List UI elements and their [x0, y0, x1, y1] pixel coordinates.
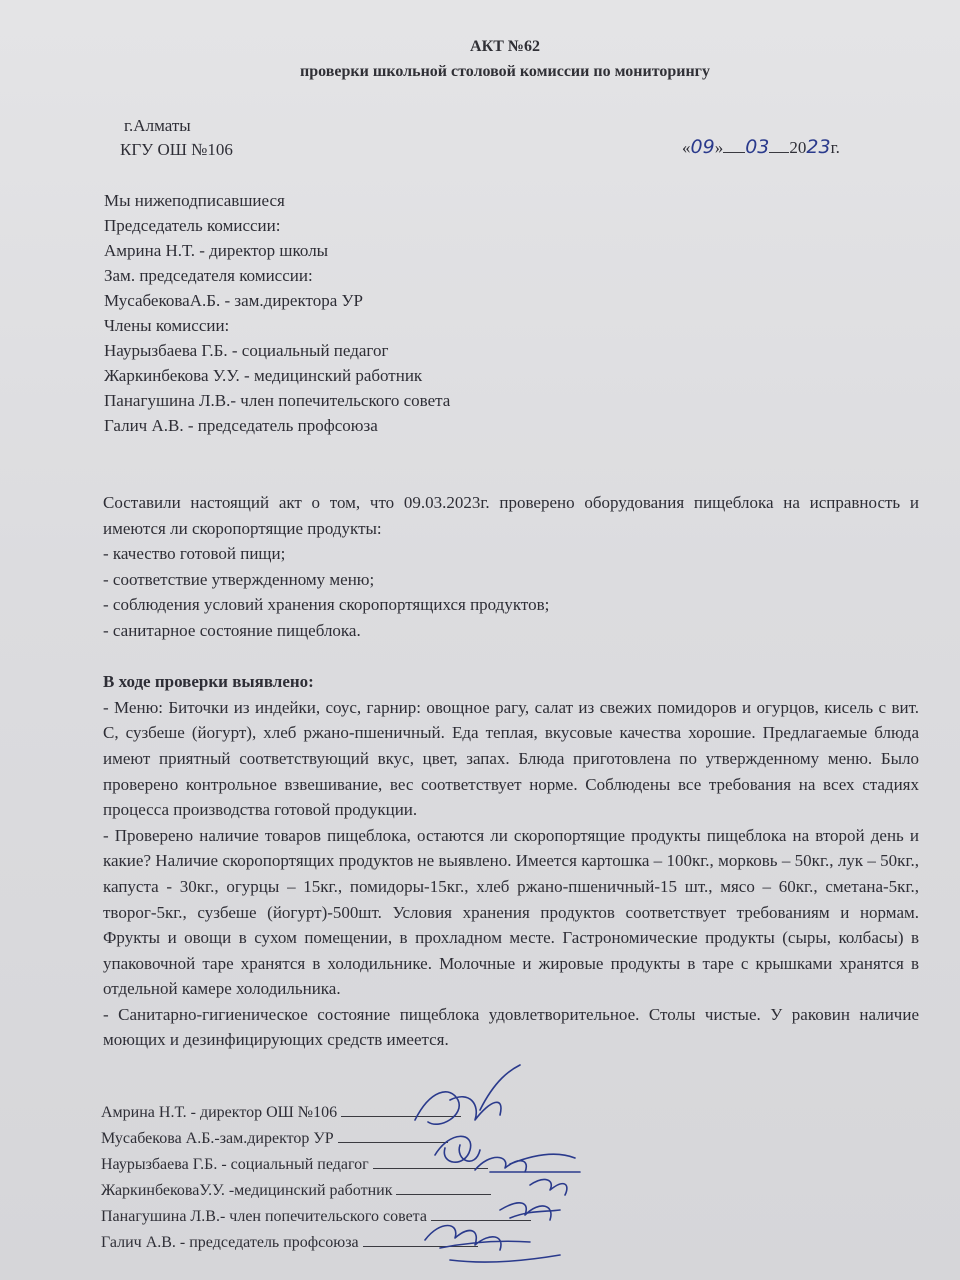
date-year-prefix: 20 [789, 138, 807, 157]
member-item: Галич А.В. - председатель профсоюза [104, 416, 378, 435]
signature-label: Амрина Н.Т. - директор ОШ №106 [101, 1104, 338, 1121]
signature-label: Панагушина Л.В.- член попечительского совета [101, 1208, 427, 1225]
member-item: Панагушина Л.В.- член попечительского совета [104, 391, 451, 410]
chair-label: Председатель комиссии: [104, 216, 281, 235]
signature-amrina [415, 1065, 520, 1124]
body-intro: Составили настоящий акт о том, что 09.03.2023г. проверено оборудования пищеблока на исправность и имеются ли скоропортящие продукты: [103, 493, 919, 538]
members-label: Члены комиссии: [104, 316, 230, 335]
deputy-name: МусабековаА.Б. - зам.директора УР [104, 291, 363, 310]
signature-label: Галич А.В. - председатель профсоюза [101, 1234, 359, 1251]
act-date [682, 136, 840, 158]
finding-paragraph: - Проверено наличие товаров пищеблока, остаются ли скоропортящие продукты пищеблока на второй день и какие? Наличие скоропортящих продуктов не выявлено. Имеется картошка – 100кг., морковь – 50кг., лук – 50кг., капуста - 30кг., огурцы – 15кг., помидоры-15кг., хлеб ржано-пшеничный-15 шт., мясо – 60кг., сметана-5кг., творог-5кг., сузбеше (йогурт)-500шт. Условия хранения продуктов соответствует требованиям и нормам. Фрукты и овощи в сухом помещении, в прохладном месте. Гастрономические продукты (сыры, колбасы) в упаковочной таре хранятся в холодильнике. Молочные и жировые продукты в таре с крышками хранятся в отдельной камере холодильника. [103, 825, 919, 999]
finding-paragraph: - Меню: Биточки из индейки, соус, гарнир: овощное рагу, салат из свежих помидоров и огурцов, кисель с вит. С, сузбеше (йогурт), хлеб ржано-пшеничный. Еда теплая, вкусовые качества хорошие. Предлагаемые блюда имеют приятный соответствующий вкус, цвет, запах. Блюда приготовлена по утвержденному меню. Было проверено контрольное взвешивание, вес соответствует норме. Соблюдены все требования на всех стадиях процесса производства готовой продукции. [103, 697, 919, 820]
signature-musabekova [435, 1136, 480, 1162]
member-item: Жаркинбекова У.У. - медицинский работник [104, 366, 423, 385]
check-item: - соответствие утвержденному меню; [103, 569, 375, 589]
signature-label: Наурызбаева Г.Б. - социальный педагог [101, 1156, 369, 1173]
city: г.Алматы [124, 116, 191, 135]
date-day: 09 [690, 136, 715, 158]
handwritten-signatures [380, 1060, 620, 1275]
date-month: 03 [745, 136, 770, 158]
check-item: - соблюдения условий хранения скоропортящихся продуктов; [103, 595, 550, 615]
signature-label: ЖаркинбековаУ.У. -медицинский работник [101, 1182, 393, 1199]
findings-heading: В ходе проверки выявлено: [103, 672, 314, 692]
check-item: - санитарное состояние пищеблока. [103, 620, 361, 640]
date-year-suffix: 23 [806, 136, 831, 158]
chair-name: Амрина Н.Т. - директор школы [104, 241, 329, 260]
act-title: АКТ №62 [470, 38, 540, 55]
finding-paragraph: - Санитарно-гигиеническое состояние пищеблока удовлетворительное. Столы чистые. У раковин наличие моющих и дезинфицирующих средств имеется. [103, 1004, 919, 1050]
date-end: г. [830, 138, 840, 157]
act-body [103, 490, 919, 1053]
member-item: Наурызбаева Г.Б. - социальный педагог [104, 341, 389, 360]
school-name: КГУ ОШ №106 [120, 140, 233, 159]
check-item: - качество готовой пищи; [103, 544, 286, 564]
intro-text: Мы нижеподписавшиеся [104, 191, 285, 210]
signature-zharkinbekova [530, 1180, 567, 1195]
date-open-quote: « [682, 138, 691, 157]
signature-galich [425, 1226, 560, 1263]
signature-naurzbaeva [475, 1154, 580, 1172]
signature-label: Мусабекова А.Б.-зам.директор УР [101, 1130, 334, 1147]
date-close-quote: » [714, 138, 724, 157]
deputy-label: Зам. председателя комиссии: [104, 266, 313, 285]
act-subtitle: проверки школьной столовой комиссии по мониторингу [300, 63, 710, 80]
signature-panagushina [500, 1203, 560, 1220]
